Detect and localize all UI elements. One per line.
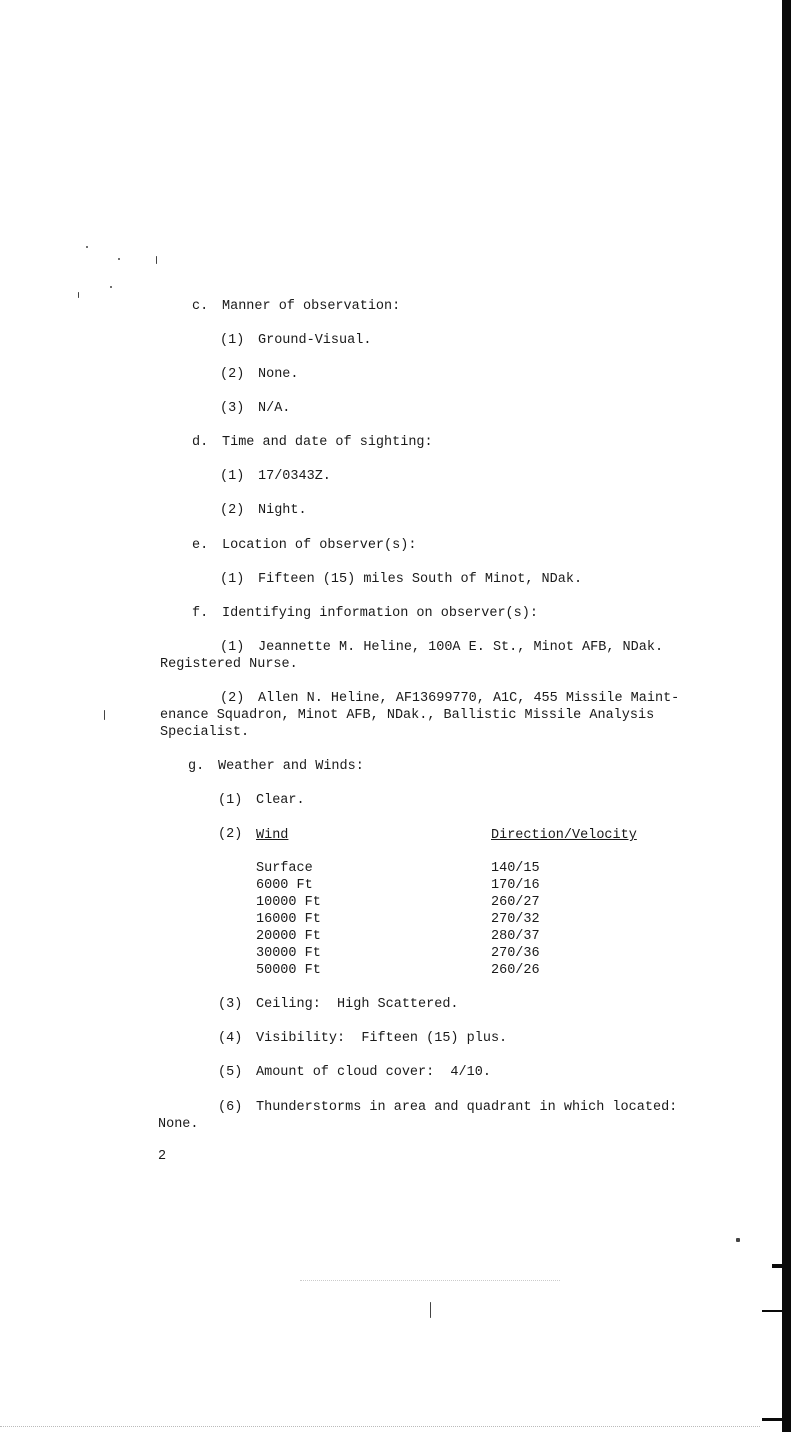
item-text: Ceiling: High Scattered.	[256, 997, 459, 1012]
item-text: Night.	[258, 503, 307, 518]
scan-edge-tick	[762, 1310, 782, 1312]
winds-row-direction: 270/32	[491, 912, 540, 927]
item-text-continued: Specialist.	[160, 725, 250, 740]
section-c-title: Manner of observation:	[222, 299, 401, 314]
item-text: Jeannette M. Heline, 100A E. St., Minot AFB, NDak.	[258, 640, 664, 655]
scan-speck	[110, 286, 112, 288]
scan-edge-tick	[772, 1264, 782, 1268]
item-text: 17/0343Z.	[258, 469, 331, 484]
winds-col-wind: Wind	[256, 828, 289, 843]
item-num: (1)	[218, 793, 243, 808]
item-num: (5)	[218, 1065, 243, 1080]
item-text-continued: enance Squadron, Minot AFB, NDak., Ballistic Missile Analysis	[160, 708, 655, 723]
item-text: Ground-Visual.	[258, 333, 372, 348]
winds-row-direction: 260/27	[491, 895, 540, 910]
winds-row-altitude: 6000 Ft	[256, 878, 313, 893]
scan-dotline	[0, 1426, 760, 1427]
item-text: Visibility: Fifteen (15) plus.	[256, 1031, 508, 1046]
section-g-label: g.	[188, 759, 205, 774]
scan-speck	[78, 292, 79, 298]
page-number: 2	[158, 1149, 167, 1164]
scan-speck	[156, 256, 157, 264]
winds-row-direction: 280/37	[491, 929, 540, 944]
item-num: (1)	[220, 572, 245, 587]
item-num: (6)	[218, 1100, 243, 1115]
winds-row-direction: 260/26	[491, 963, 540, 978]
section-f-label: f.	[192, 606, 209, 621]
winds-row-direction: 270/36	[491, 946, 540, 961]
item-text: Clear.	[256, 793, 305, 808]
scan-speck	[736, 1238, 740, 1242]
section-c-label: c.	[192, 299, 209, 314]
section-f-title: Identifying information on observer(s):	[222, 606, 538, 621]
item-text-continued: None.	[158, 1117, 199, 1132]
item-num: (2)	[220, 503, 245, 518]
scan-speck	[104, 710, 105, 720]
item-num: (2)	[218, 827, 243, 842]
section-d-label: d.	[192, 435, 209, 450]
item-num: (3)	[220, 401, 245, 416]
winds-row-altitude: 10000 Ft	[256, 895, 321, 910]
item-text: Fifteen (15) miles South of Minot, NDak.	[258, 572, 583, 587]
winds-row-direction: 170/16	[491, 878, 540, 893]
item-text: None.	[258, 367, 299, 382]
item-num: (2)	[220, 691, 245, 706]
winds-row-altitude: 50000 Ft	[256, 963, 321, 978]
item-text-continued: Registered Nurse.	[160, 657, 298, 672]
winds-row-altitude: 20000 Ft	[256, 929, 321, 944]
winds-row-direction: 140/15	[491, 861, 540, 876]
item-num: (1)	[220, 469, 245, 484]
scan-edge-bar	[782, 0, 791, 1432]
scan-speck	[118, 258, 120, 260]
scan-speck	[86, 246, 88, 248]
item-text: Thunderstorms in area and quadrant in which located:	[256, 1100, 678, 1115]
item-num: (1)	[220, 640, 245, 655]
winds-row-altitude: 30000 Ft	[256, 946, 321, 961]
item-text: Amount of cloud cover: 4/10.	[256, 1065, 491, 1080]
item-num: (3)	[218, 997, 243, 1012]
scan-edge-tick	[762, 1418, 782, 1421]
winds-col-direction: Direction/Velocity	[491, 828, 637, 843]
item-num: (4)	[218, 1031, 243, 1046]
item-num: (1)	[220, 333, 245, 348]
item-text: N/A.	[258, 401, 291, 416]
section-d-title: Time and date of sighting:	[222, 435, 433, 450]
item-num: (2)	[220, 367, 245, 382]
scan-dotline	[300, 1280, 560, 1281]
scan-speck	[430, 1302, 431, 1318]
item-text: Allen N. Heline, AF13699770, A1C, 455 Missile Maint-	[258, 691, 680, 706]
section-g-title: Weather and Winds:	[218, 759, 364, 774]
winds-row-altitude: Surface	[256, 861, 313, 876]
section-e-title: Location of observer(s):	[222, 538, 417, 553]
section-e-label: e.	[192, 538, 209, 553]
winds-row-altitude: 16000 Ft	[256, 912, 321, 927]
